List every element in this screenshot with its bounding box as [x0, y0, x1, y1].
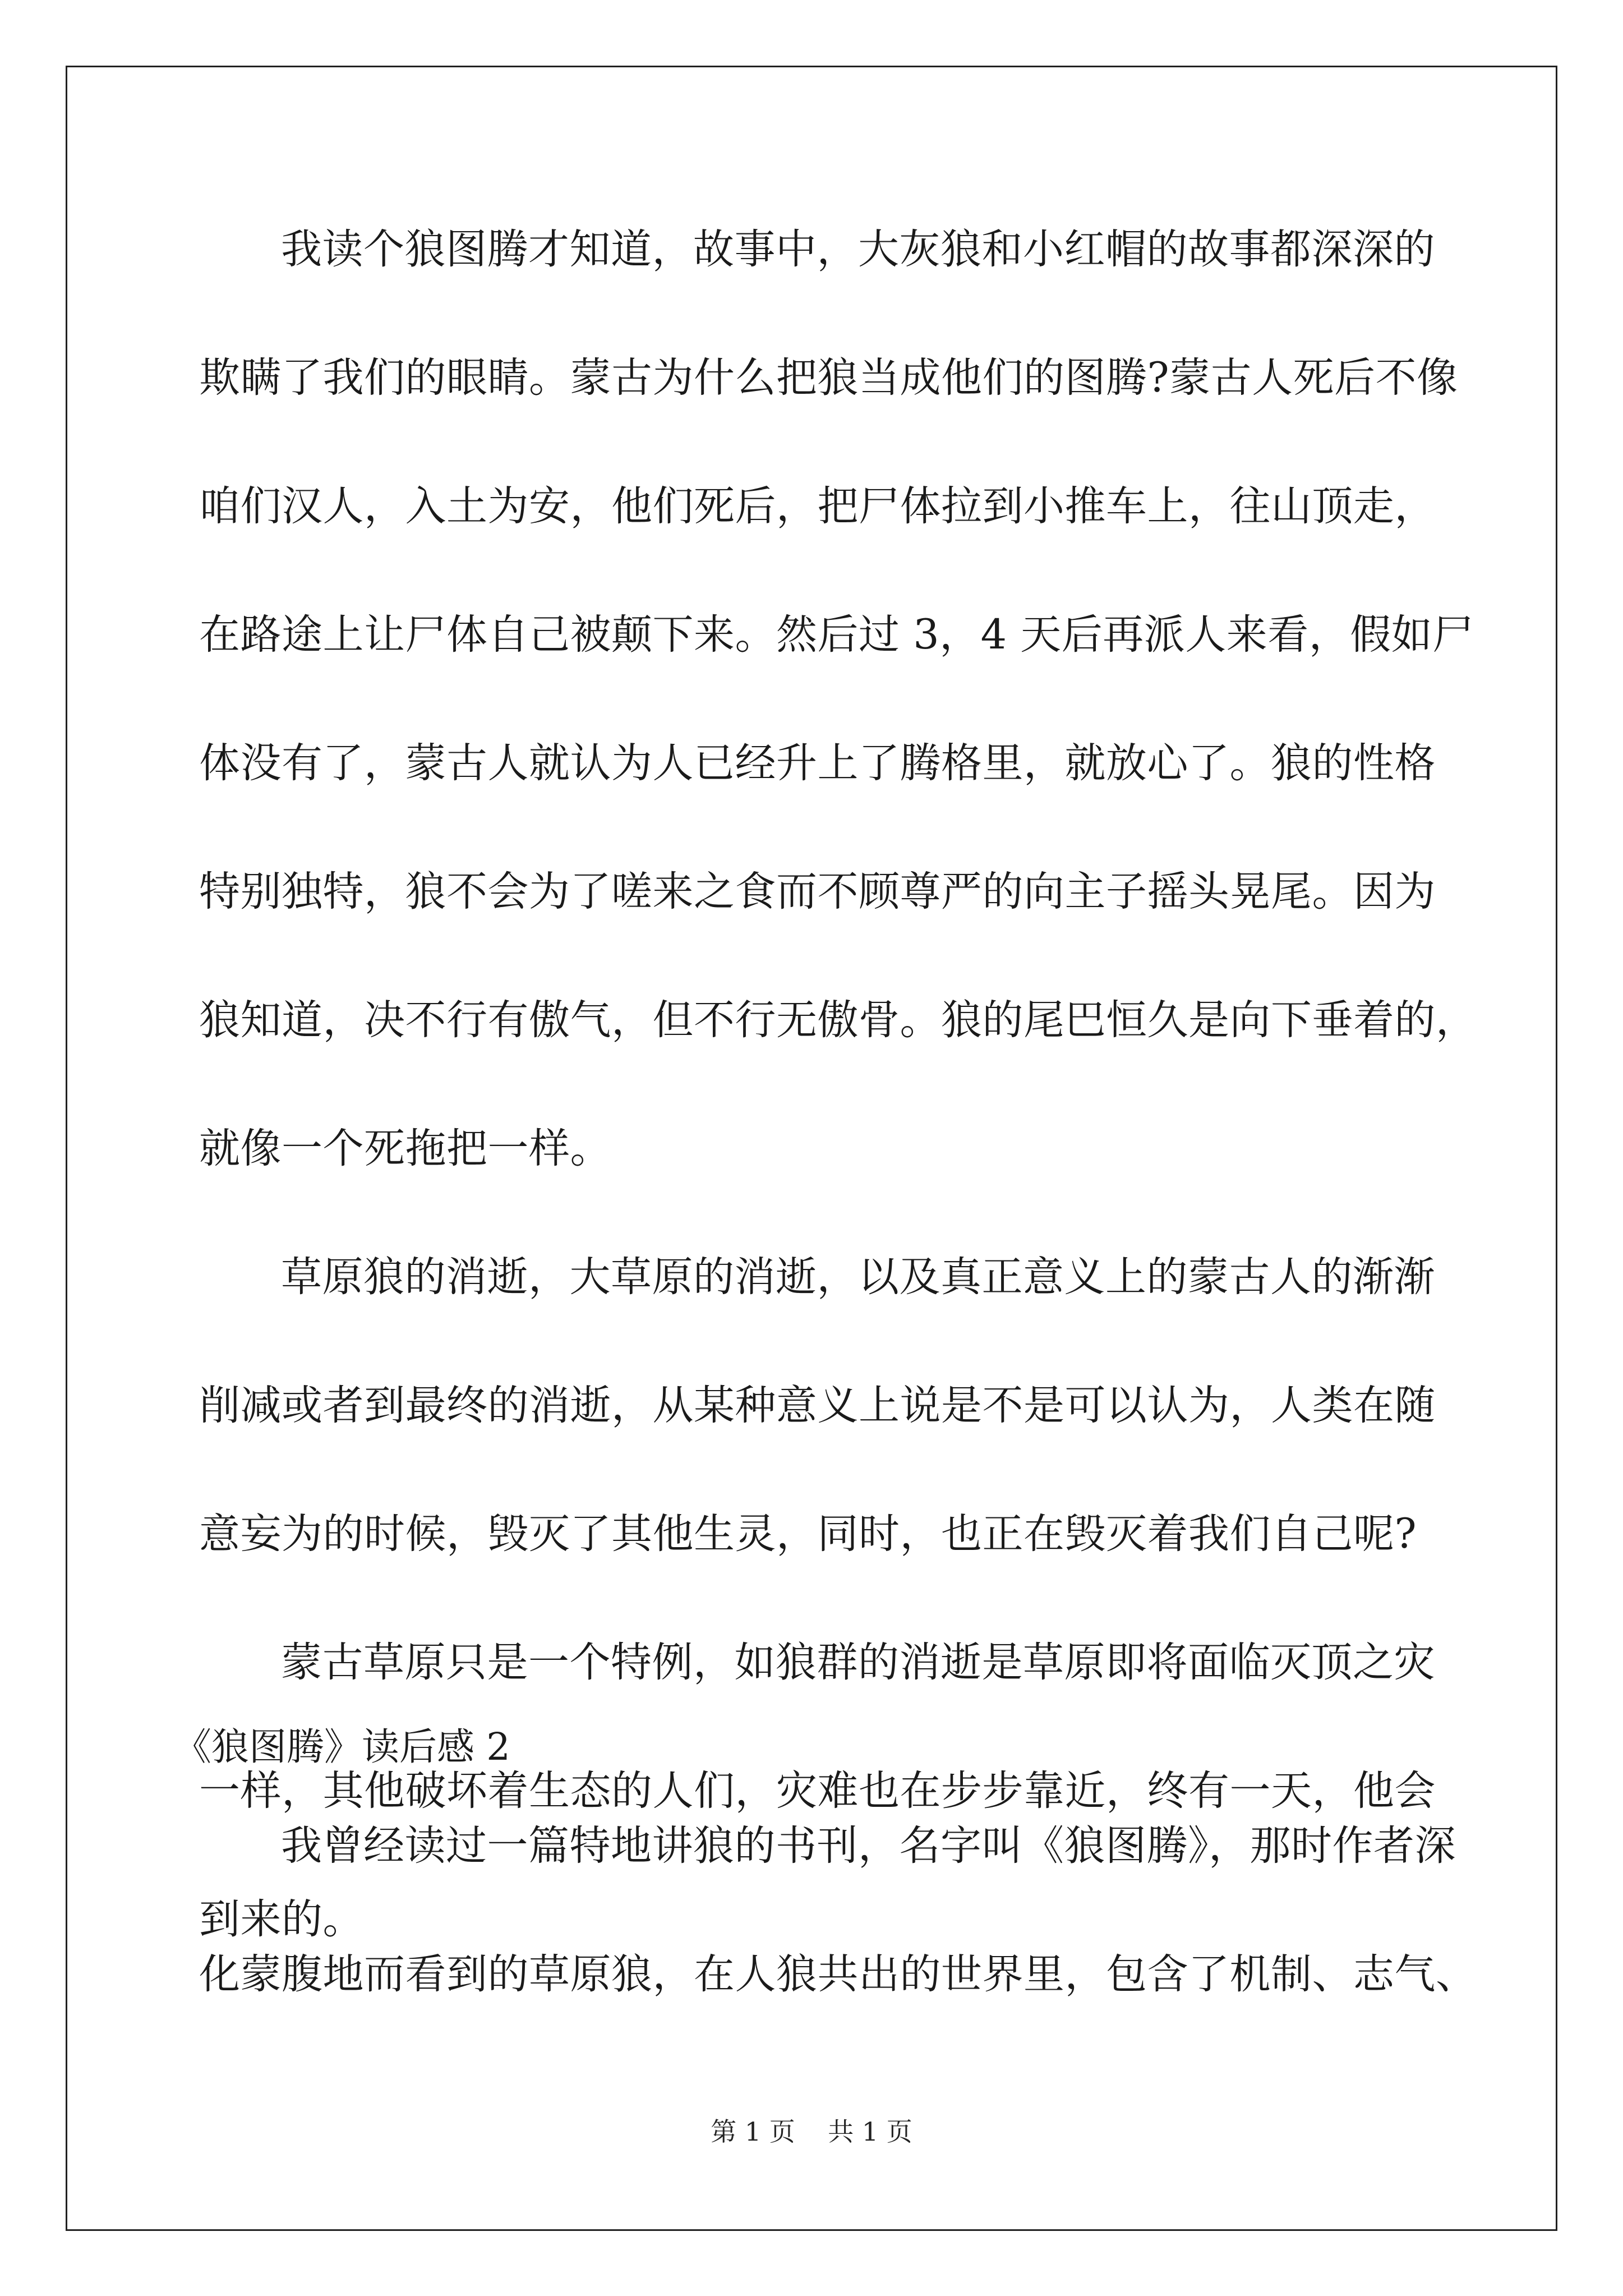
paragraph-line: 特别独特，狼不会为了嗟来之食而不顾尊严的向主子摇头晃尾。因为 [199, 868, 1436, 915]
paragraph-line: 蒙古草原只是一个特例，如狼群的消逝是草原即将面临灭顶之灾 [281, 1639, 1435, 1686]
section-heading: 《狼图腾》读后感 2 [174, 1725, 510, 1769]
paragraph-line: 到来的。 [199, 1895, 364, 1943]
page-footer: 第 1 页 共 1 页 [711, 2116, 912, 2147]
document-body-continued [199, 1810, 1477, 2067]
paragraph-line: 欺瞒了我们的眼睛。蒙古为什么把狼当成他们的图腾?蒙古人死后不像 [199, 354, 1458, 402]
paragraph-line: 化蒙腹地而看到的草原狼，在人狼共出的世界里，包含了机制、志气、 [199, 1950, 1477, 1998]
paragraph-line: 草原狼的消逝，大草原的消逝，以及真正意义上的蒙古人的渐渐 [281, 1253, 1435, 1301]
paragraph-line: 我读个狼图腾才知道，故事中，大灰狼和小红帽的故事都深深的 [281, 226, 1435, 273]
paragraph-line: 一样，其他破坏着生态的人们，灾难也在步步靠近，终有一天，他会 [199, 1767, 1436, 1815]
paragraph-line: 咱们汉人，入土为安，他们死后，把尸体拉到小推车上，往山顶走， [199, 482, 1436, 530]
paragraph-line: 削减或者到最终的消逝，从某种意义上说是不是可以认为，人类在随 [199, 1382, 1436, 1429]
paragraph-line: 意妄为的时候，毁灭了其他生灵，同时，也正在毁灭着我们自己呢? [199, 1510, 1417, 1558]
paragraph-line: 体没有了，蒙古人就认为人已经升上了腾格里，就放心了。狼的性格 [199, 739, 1436, 787]
paragraph-line: 就像一个死拖把一样。 [199, 1125, 611, 1172]
paragraph-line: 我曾经读过一篇特地讲狼的书刊，名字叫《狼图腾》，那时作者深 [281, 1822, 1456, 1870]
paragraph-line: 狼知道，决不行有傲气，但不行无傲骨。狼的尾巴恒久是向下垂着的， [199, 996, 1477, 1044]
paragraph-line: 在路途上让尸体自己被颠下来。然后过 3，4 天后再派人来看，假如尸 [199, 611, 1474, 659]
